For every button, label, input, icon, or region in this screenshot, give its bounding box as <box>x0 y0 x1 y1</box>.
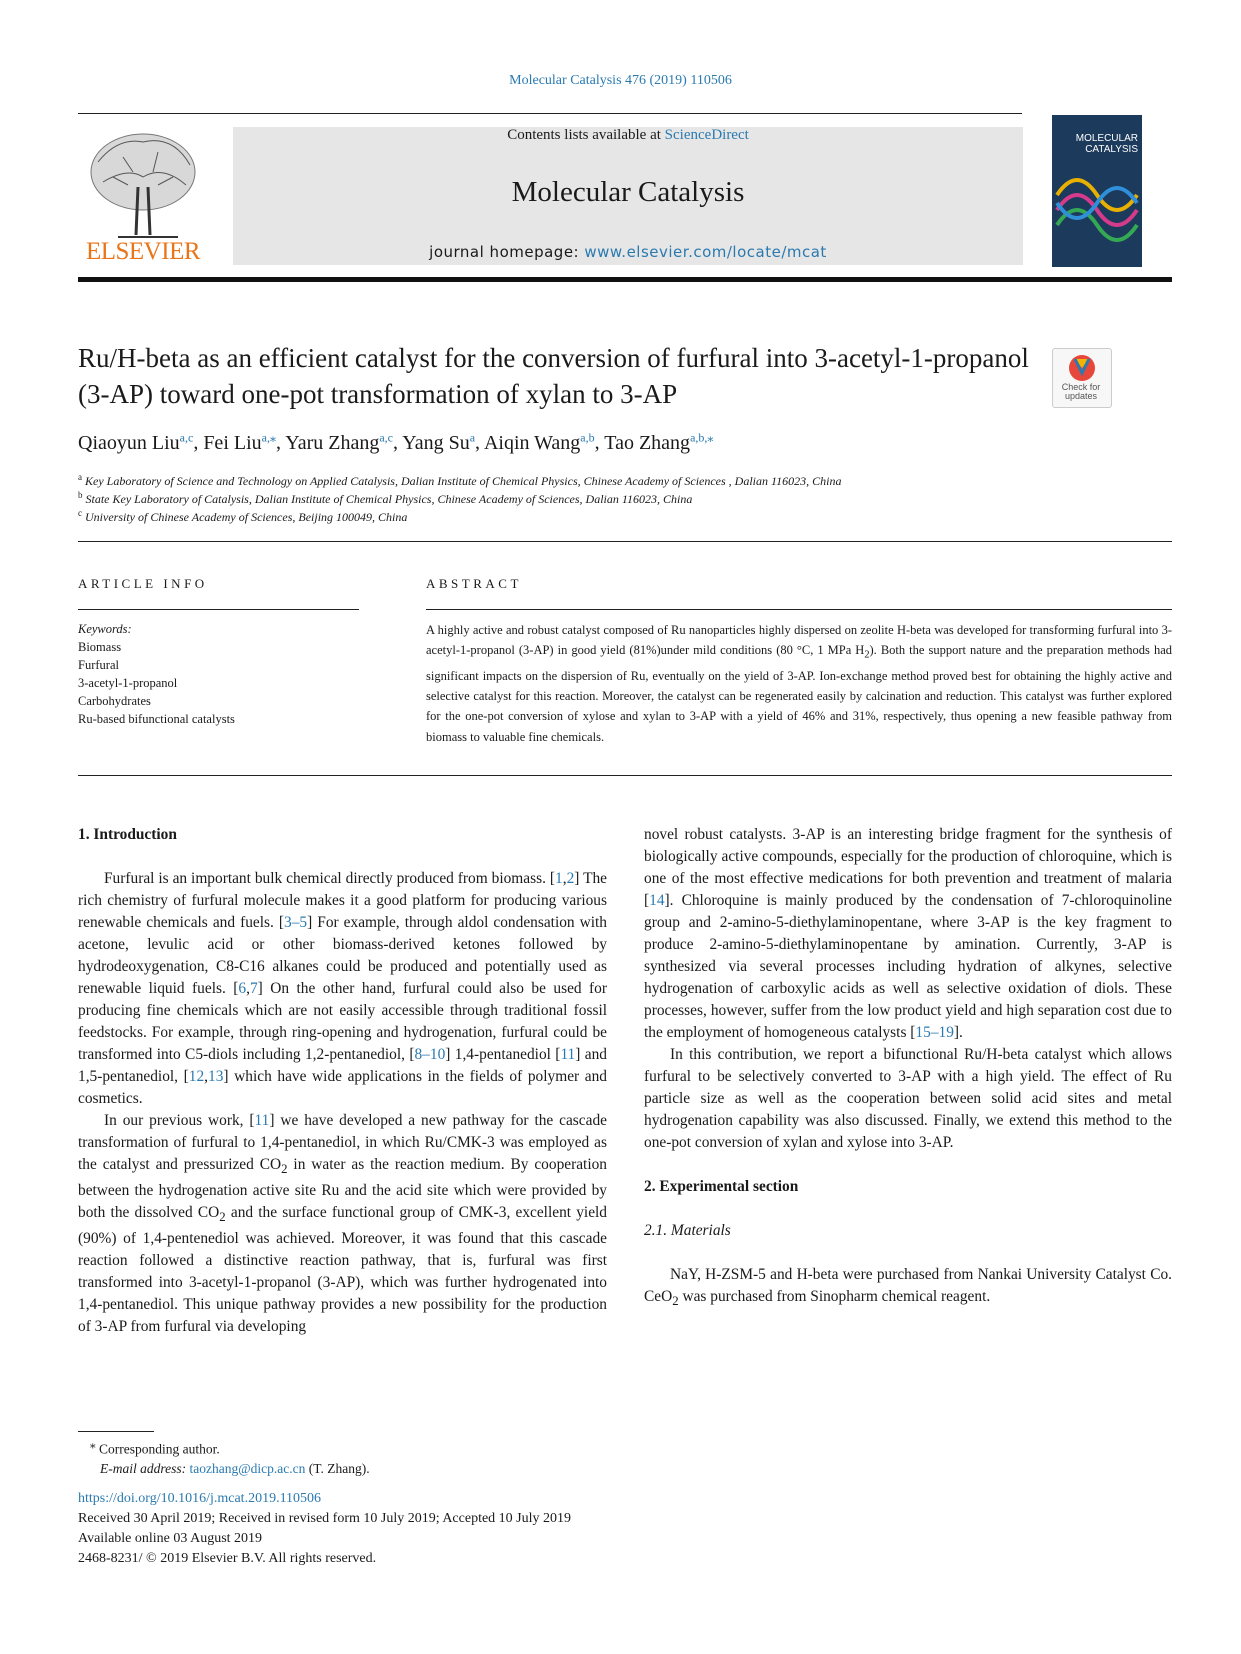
citation-link[interactable]: 2 <box>566 870 575 887</box>
abstract-text: A highly active and robust catalyst composed of Ru nanoparticles highly dispersed on zeolite H-beta was developed for transforming furfural into 3-acetyl-1-propanol (3-AP) in good yield (81%)under mild conditions (80 °C, 1 MPa $H_2$). Both the support nature and the preparation methods had significant impacts on the dispersion of Ru, eventually on the yield of 3-AP. Ion-exchange method proved best for obtaining the highly active and selective catalyst for this reaction. Moreover, the catalyst can be regenerated easily by calcination and reduction. This catalyst was further explored for the one-pot conversion of xylose and xylan to 3-AP with a yield of 46% and 31%, respectively, thus opening a new feasible pathway from biomass to valuable fine chemicals. <box>426 623 1172 744</box>
author-list: Qiaoyun Liu$^{a,c}$, Fei Liu$^{a,⁎}$, Yaru Zhang$^{a,c}$, Yang Su$^a$, Aiqin Wang$^{a,b}$, Tao Zhang$^{a,b,⁎}$ <box>78 430 714 454</box>
keyword: Biomass <box>78 640 122 654</box>
elsevier-wordmark: ELSEVIER <box>85 238 201 265</box>
paragraph: In our previous work, [11] we have developed a new pathway for the cascade transformation of furfural to 1,4-pentanediol, in which Ru/CMK-3 was employed as the catalyst and pressurized $CO_2$ in water as the reaction medium. By cooperation between the hydrogenation active site Ru and the acid site which were provided by both the dissolved $CO_2$ and the surface functional group of CMK-3, excellent yield (90%) of 1,4-pentenediol was achieved. Moreover, it was found that this cascade reaction followed a distinctive reaction pathway, that is, furfural was first transformed into 3-acetyl-1-propanol (3-AP), which was further hydrogenated into 1,4-pentanediol. This unique pathway provides a new possibility for the production of 3-AP from furfural via developing <box>78 1112 608 1336</box>
email-note: E-mail address: taozhang@dicp.ac.cn (T. Zhang). <box>100 1460 370 1476</box>
citation-link[interactable]: 12 <box>188 1068 205 1085</box>
cover-title: MOLECULAR CATALYSIS <box>1075 133 1138 155</box>
homepage-link[interactable]: www.elsevier.com/locate/mcat <box>584 243 827 261</box>
footnote-rule <box>78 1431 154 1432</box>
keywords-label: Keywords: <box>78 622 132 636</box>
divider <box>78 541 1172 542</box>
header-thick-rule <box>78 277 1172 282</box>
doi-link[interactable]: https://doi.org/10.1016/j.mcat.2019.110506 <box>78 1491 322 1506</box>
footnotes <box>78 1436 778 1478</box>
keyword: 3-acetyl-1-propanol <box>78 676 178 690</box>
contents-line <box>233 127 1023 144</box>
author[interactable]: Tao Zhang$^{a,b,⁎}$ <box>604 430 714 454</box>
crossmark-icon <box>1053 349 1111 385</box>
author[interactable]: Aiqin Wang$^{a,b}$ <box>483 430 595 454</box>
keywords-block <box>78 620 359 728</box>
article-title: Ru/H-beta as an efficient catalyst for the conversion of furfural into 3-acetyl-1-propanol (3-AP) toward one-pot transformation of xylan to 3-AP <box>78 343 1029 409</box>
citation-link[interactable]: 7 <box>249 980 258 997</box>
paragraph: NaY, H-ZSM-5 and H-beta were purchased from Nankai University Catalyst Co. CeO$_2$ was purchased from Sinopharm chemical reagent. <box>644 1266 1172 1309</box>
divider <box>78 609 359 610</box>
homepage-line <box>233 243 1023 261</box>
keyword: Furfural <box>78 658 119 672</box>
header-rule <box>78 113 1022 114</box>
keyword: Carbohydrates <box>78 694 151 708</box>
keyword: Ru-based bifunctional catalysts <box>78 712 235 726</box>
body-column-right <box>644 824 1172 1312</box>
section-heading: 1. Introduction <box>78 826 177 843</box>
copyright: 2468-8231/ © 2019 Elsevier B.V. All rights reserved. <box>78 1551 377 1566</box>
subsection-heading: 2.1. Materials <box>644 1222 731 1239</box>
affiliation: $^a$ Key Laboratory of Science and Technology on Applied Catalysis, Dalian Institute of Chemical Physics, Chinese Academy of Sciences , Dalian 116023, China <box>78 472 842 488</box>
citation-link[interactable]: 3–5 <box>284 914 308 931</box>
citation-link[interactable]: 14 <box>649 892 665 909</box>
sciencedirect-link[interactable]: ScienceDirect <box>664 127 749 143</box>
journal-name: Molecular Catalysis <box>511 176 745 208</box>
email-link[interactable]: taozhang@dicp.ac.cn <box>189 1460 306 1476</box>
body-column-left <box>78 824 607 1338</box>
journal-reference[interactable]: Molecular Catalysis 476 (2019) 110506 <box>509 73 732 88</box>
contents-prefix: Contents lists available at <box>507 127 665 143</box>
corresponding-note: ⁎ Corresponding author. <box>90 1439 220 1457</box>
received-dates: Received 30 April 2019; Received in revised form 10 July 2019; Accepted 10 July 2019 <box>78 1511 572 1526</box>
divider <box>78 775 1172 776</box>
citation-link[interactable]: 6 <box>238 980 247 997</box>
homepage-prefix: journal homepage: <box>429 243 585 261</box>
abstract-heading: ABSTRACT <box>426 576 522 591</box>
author[interactable]: Yaru Zhang$^{a,c}$ <box>285 430 393 454</box>
paragraph: Furfural is an important bulk chemical directly produced from biomass. [1,2] The rich chemistry of furfural molecule makes it a good platform for producing various renewable chemicals and fuels. [3–5] For example, through aldol condensation with acetone, levulic acid or other biomass-derived ketones followed by hydrodeoxygenation, C8-C16 alkanes could be produced and potentially used as renewable liquid fuels. [6,7] On the other hand, furfural could also be used for producing fine chemicals which are not easily accessible through traditional fossil feedstocks. For example, through ring-opening and hydrogenation, furfural could be transformed into C5-diols including 1,2-pentanediol, [8–10] 1,4-pentanediol [11] and 1,5-pentanediol, [12,13] which have wide applications in the fields of polymer and cosmetics. <box>78 870 608 1107</box>
section-heading: 2. Experimental section <box>644 1178 799 1195</box>
divider <box>426 609 1172 610</box>
citation-link[interactable]: 13 <box>208 1068 224 1085</box>
citation-link[interactable]: 11 <box>560 1046 576 1063</box>
paragraph: novel robust catalysts. 3-AP is an interesting bridge fragment for the synthesis of biologically active compounds, especially for the production of chloroquine, which is one of the most effective medications for both prevention and treatment of malaria [14]. Chloroquine is mainly produced by the condensation of 7-chloroquinoline group and 2-amino-5-diethylaminopentane, where 3-AP is the key fragment to produce 2-amino-5-diethylaminopentane by amination. Currently, 3-AP is synthesized via several processes including hydration of alkynes, selective hydrogenation of carboxylic acids as well as selective oxidation of diols. These processes, however, suffer from the low product yield and high separation cost due to the employment of homogeneous catalysts [15–19]. <box>644 826 1172 1041</box>
affiliation: $^c$ University of Chinese Academy of Sciences, Beijing 100049, China <box>78 508 408 524</box>
paragraph: In this contribution, we report a bifunctional Ru/H-beta catalyst which allows furfural to be selectively converted to 3-AP with a high yield. The effect of Ru particle size as well as the cooperation between solid acid sites and metal hydrogenation capability was also discussed. Finally, we extend this method to the one-pot conversion of xylan and xylose into 3-AP. <box>644 1046 1172 1151</box>
citation-link[interactable]: 8–10 <box>414 1046 446 1063</box>
citation-link[interactable]: 15–19 <box>915 1024 954 1041</box>
affiliation: $^b$ State Key Laboratory of Catalysis, Dalian Institute of Chemical Physics, Chinese Academy of Sciences, Dalian 116023, China <box>78 490 693 506</box>
crossmark-label: Check for updates <box>1061 382 1101 401</box>
publication-info <box>78 1489 978 1569</box>
available-online: Available online 03 August 2019 <box>78 1531 263 1546</box>
author[interactable]: Qiaoyun Liu$^{a,c}$ <box>78 430 194 454</box>
citation-link[interactable]: 11 <box>254 1112 270 1129</box>
author[interactable]: Fei Liu$^{a,⁎}$ <box>203 430 276 454</box>
citation-link[interactable]: 1 <box>555 870 563 887</box>
author[interactable]: Yang Su$^a$ <box>402 430 476 454</box>
article-info-heading: ARTICLE INFO <box>78 576 208 591</box>
